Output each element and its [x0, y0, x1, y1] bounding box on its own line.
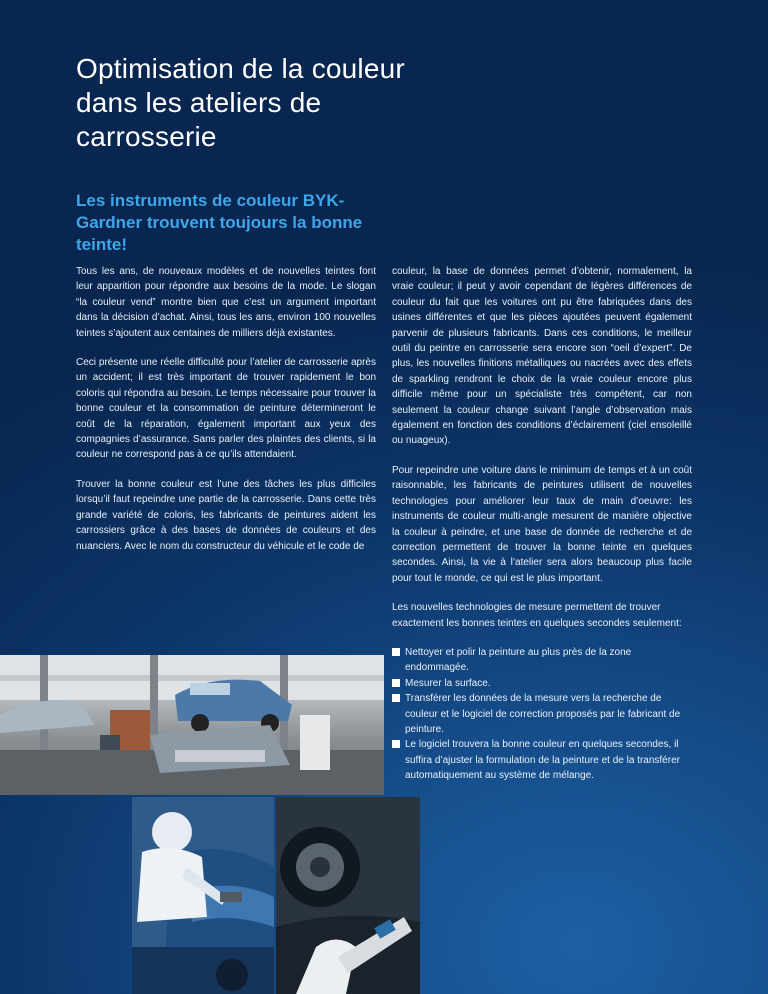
- list-item: [392, 645, 692, 676]
- painter-illustration: [132, 797, 274, 994]
- color-measurement-photo: [276, 797, 420, 994]
- paragraph: Trouver la bonne couleur est l’une des tâches les plus difficiles lorsqu’il faut repeindre une partie de la carrosserie. Dans cette très grande variété de coloris, les fabricants de peintures aident les carrossiers grâce à des bases de données de couleurs et des nuanciers. Avec le nom du constructeur du véhicule et le code de: [76, 478, 376, 552]
- workshop-photo: [0, 655, 384, 795]
- list-item-text: Le logiciel trouvera la bonne couleur en quelques secondes, il suffira d’ajuster la formulation de la peinture et de la transférer automatiquement au système de mélange.: [405, 739, 680, 782]
- paragraph: Tous les ans, de nouveaux modèles et de nouvelles teintes font leur apparition pour répondre aux besoins de la mode. Le slogan “la couleur vend” montre bien que c’est un argument important dans la décision d’achat. Ainsi, tous les ans, environ 100 nouvelles teintes s’ajoutent aux centaines de milliers déjà existantes.: [76, 266, 376, 339]
- square-bullet-icon: [392, 648, 400, 656]
- instrument-illustration: [276, 797, 420, 994]
- workshop-illustration: [0, 655, 384, 795]
- list-item-text: Transférer les données de la mesure vers la recherche de couleur et le logiciel de correction proposés par le fabricant de peinture.: [405, 693, 681, 735]
- right-column: [392, 264, 692, 784]
- square-bullet-icon: [392, 679, 400, 687]
- paragraph: couleur, la base de données permet d’obtenir, normalement, la vraie couleur; il peut y avoir cependant de légères différences de couleur du fait que les voitures ont pu être fabriquées dans des usines différentes et que les pièces ajoutées peuvent également parvenir de plusieurs fabricants. Dans ces conditions, le meilleur outil du peintre en carrosserie sera encore son “oeil d’expert”. De plus, les nouvelles finitions métalliques ou nacrées avec des effets de sparkling rendront le choix de la vraie couleur encore plus difficile même pour un spécialiste très compétent, car non seulement la couleur change suivant l’angle d’observation mais également en fonction des conditions d’éclairement (ciel ensoleillé ou nuageux).: [392, 266, 692, 447]
- painter-spraying-photo: [132, 797, 274, 994]
- list-item: [392, 691, 692, 737]
- list-intro: Les nouvelles technologies de mesure permettent de trouver exactement les bonnes teintes en quelques secondes seulement:: [392, 602, 682, 629]
- list-item: [392, 676, 692, 691]
- square-bullet-icon: [392, 694, 400, 702]
- paragraph: Pour repeindre une voiture dans le minimum de temps et à un coût raisonnable, les fabricants de peintures utilisent de nouvelles technologies pour améliorer leur taux de main d’oeuvre: les instruments de couleur multi-angle mesurent de manière objective la couleur à peindre, et une base de donnée de recherche et de correction permettent de trouver la bonne teinte en quelques secondes. Ainsi, la vie à l’atelier sera alors beaucoup plus facile pour tout le monde, ce qui est le plus important.: [392, 464, 692, 584]
- page-title: Optimisation de la couleur dans les ateliers de carrosserie: [76, 53, 405, 152]
- subtitle: Les instruments de couleur BYK-Gardner trouvent toujours la bonne teinte!: [76, 191, 363, 254]
- steps-list: [392, 645, 692, 784]
- list-item-text: Mesurer la surface.: [405, 677, 491, 689]
- list-item: [392, 737, 692, 783]
- square-bullet-icon: [392, 740, 400, 748]
- list-item-text: Nettoyer et polir la peinture au plus près de la zone endommagée.: [405, 646, 632, 674]
- left-column: [76, 264, 376, 568]
- paragraph: Ceci présente une réelle difficulté pour l’atelier de carrosserie après un accident; il est très important de trouver rapidement le bon coloris qui répondra au besoin. Le temps nécessaire pour trouver la bonne couleur et la consommation de peinture détermineront le coût de la réparation, également important aux yeux des compagnies d’assurance. Sans parler des plaintes des clients, si la couleur ne correspond pas à ce qu’ils attendaient.: [76, 357, 376, 461]
